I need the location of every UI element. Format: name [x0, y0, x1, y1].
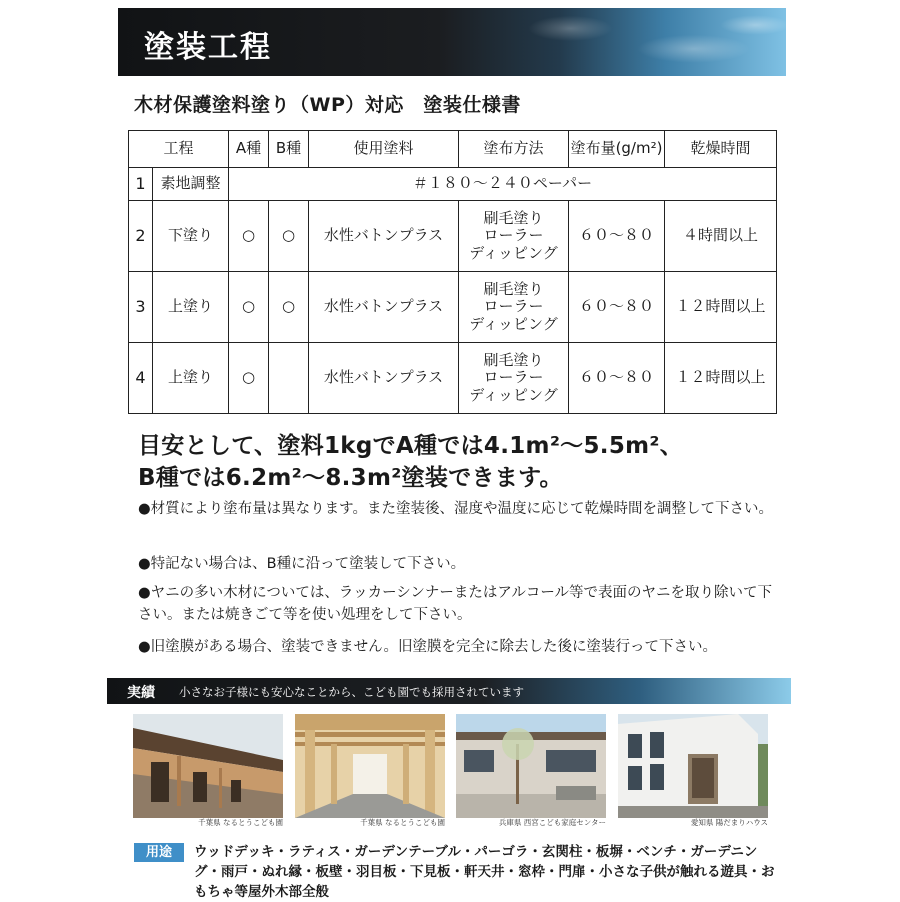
coverage-line: B種では6.2m²～8.3m²塗装できます。 [138, 465, 563, 491]
header-amount: 塗布量(g/m²) [569, 131, 665, 168]
usage-tag: 用途 [134, 843, 184, 862]
spec-table [128, 130, 777, 414]
method-line: ディッピング [469, 385, 558, 404]
row-number: 2 [129, 201, 153, 272]
title-banner [118, 8, 786, 76]
method-line: 刷毛塗り [483, 351, 544, 370]
photo-caption: 愛知県 陽だまりハウス [690, 818, 768, 827]
table-row [129, 343, 777, 414]
row-span-text: ＃１８０～２４０ペーパー [229, 168, 777, 201]
row-amount: ６０～８０ [569, 201, 665, 272]
row-dry-time: １２時間以上 [665, 272, 777, 343]
method-line: ローラー [483, 226, 544, 245]
row-type-a: ○ [229, 201, 269, 272]
results-text: 小さなお子様にも安心なことから、こども園でも採用されています [179, 685, 524, 699]
table-row [129, 201, 777, 272]
table-header-row [129, 131, 777, 168]
row-number: 4 [129, 343, 153, 414]
row-number: 3 [129, 272, 153, 343]
row-type-b: ○ [269, 201, 309, 272]
method-line: 刷毛塗り [483, 280, 544, 299]
row-amount: ６０～８０ [569, 343, 665, 414]
row-amount: ６０～８０ [569, 272, 665, 343]
results-tag: 実績 [127, 685, 155, 701]
row-step: 下塗り [153, 201, 229, 272]
row-method [459, 343, 569, 414]
method-line: ローラー [483, 297, 544, 316]
page-title: 塗装工程 [144, 30, 272, 65]
row-paint: 水性バトンプラス [309, 201, 459, 272]
method-line: ローラー [483, 368, 544, 387]
header-paint: 使用塗料 [309, 131, 459, 168]
photo-wooden-building [133, 714, 283, 818]
row-step: 素地調整 [153, 168, 229, 201]
coverage-line: 目安として、塗料1kgでA種では4.1m²～5.5m²、 [138, 433, 684, 459]
method-line: ディッピング [469, 314, 558, 333]
row-paint: 水性バトンプラス [309, 343, 459, 414]
row-type-b: ○ [269, 272, 309, 343]
header-type-a: A種 [229, 131, 269, 168]
row-step: 上塗り [153, 343, 229, 414]
note-item: ●ヤニの多い木材については、ラッカーシンナーまたはアルコール等で表面のヤニを取り除いて下さい。または焼きごて等を使い処理をして下さい。 [138, 585, 773, 623]
note-item: ●旧塗膜がある場合、塗装できません。旧塗膜を完全に除去した後に塗装行って下さい。 [138, 639, 718, 655]
row-method [459, 201, 569, 272]
note-item: ●材質により塗布量は異なります。また塗装後、湿度や温度に応じて乾燥時間を調整して下さい。 [138, 501, 773, 517]
document-subtitle: 木材保護塗料塗り（WP）対応 塗装仕様書 [134, 94, 521, 116]
table-row [129, 168, 777, 201]
row-paint: 水性バトンプラス [309, 272, 459, 343]
row-type-a: ○ [229, 343, 269, 414]
row-number: 1 [129, 168, 153, 201]
header-type-b: B種 [269, 131, 309, 168]
usage-text: ウッドデッキ・ラティス・ガーデンテーブル・パーゴラ・玄関柱・板塀・ベンチ・ガーデニング・雨戸・ぬれ縁・板壁・羽目板・下見板・軒天井・窓枠・門扉・小さな子供が触れる遊具・おもちゃ等屋外木部全般 [194, 844, 775, 900]
coverage-estimate [138, 430, 683, 494]
photo-white-house [618, 714, 768, 818]
row-dry-time: １２時間以上 [665, 343, 777, 414]
row-method [459, 272, 569, 343]
header-dry-time: 乾燥時間 [665, 131, 777, 168]
row-type-a: ○ [229, 272, 269, 343]
photo-caption: 千葉県 なるとうこども園 [198, 818, 283, 827]
note-item: ●特記ない場合は、B種に沿って塗装して下さい。 [138, 556, 466, 572]
results-bar [107, 678, 791, 704]
header-method: 塗布方法 [459, 131, 569, 168]
row-step: 上塗り [153, 272, 229, 343]
header-step: 工程 [129, 131, 229, 168]
photo-caption: 兵庫県 西宮こども家庭センター [498, 818, 606, 827]
photo-center-building [456, 714, 606, 818]
method-line: 刷毛塗り [483, 209, 544, 228]
method-line: ディッピング [469, 243, 558, 262]
table-row [129, 272, 777, 343]
photo-caption: 千葉県 なるとうこども園 [360, 818, 445, 827]
photo-pergola [295, 714, 445, 818]
row-dry-time: ４時間以上 [665, 201, 777, 272]
row-type-b [269, 343, 309, 414]
